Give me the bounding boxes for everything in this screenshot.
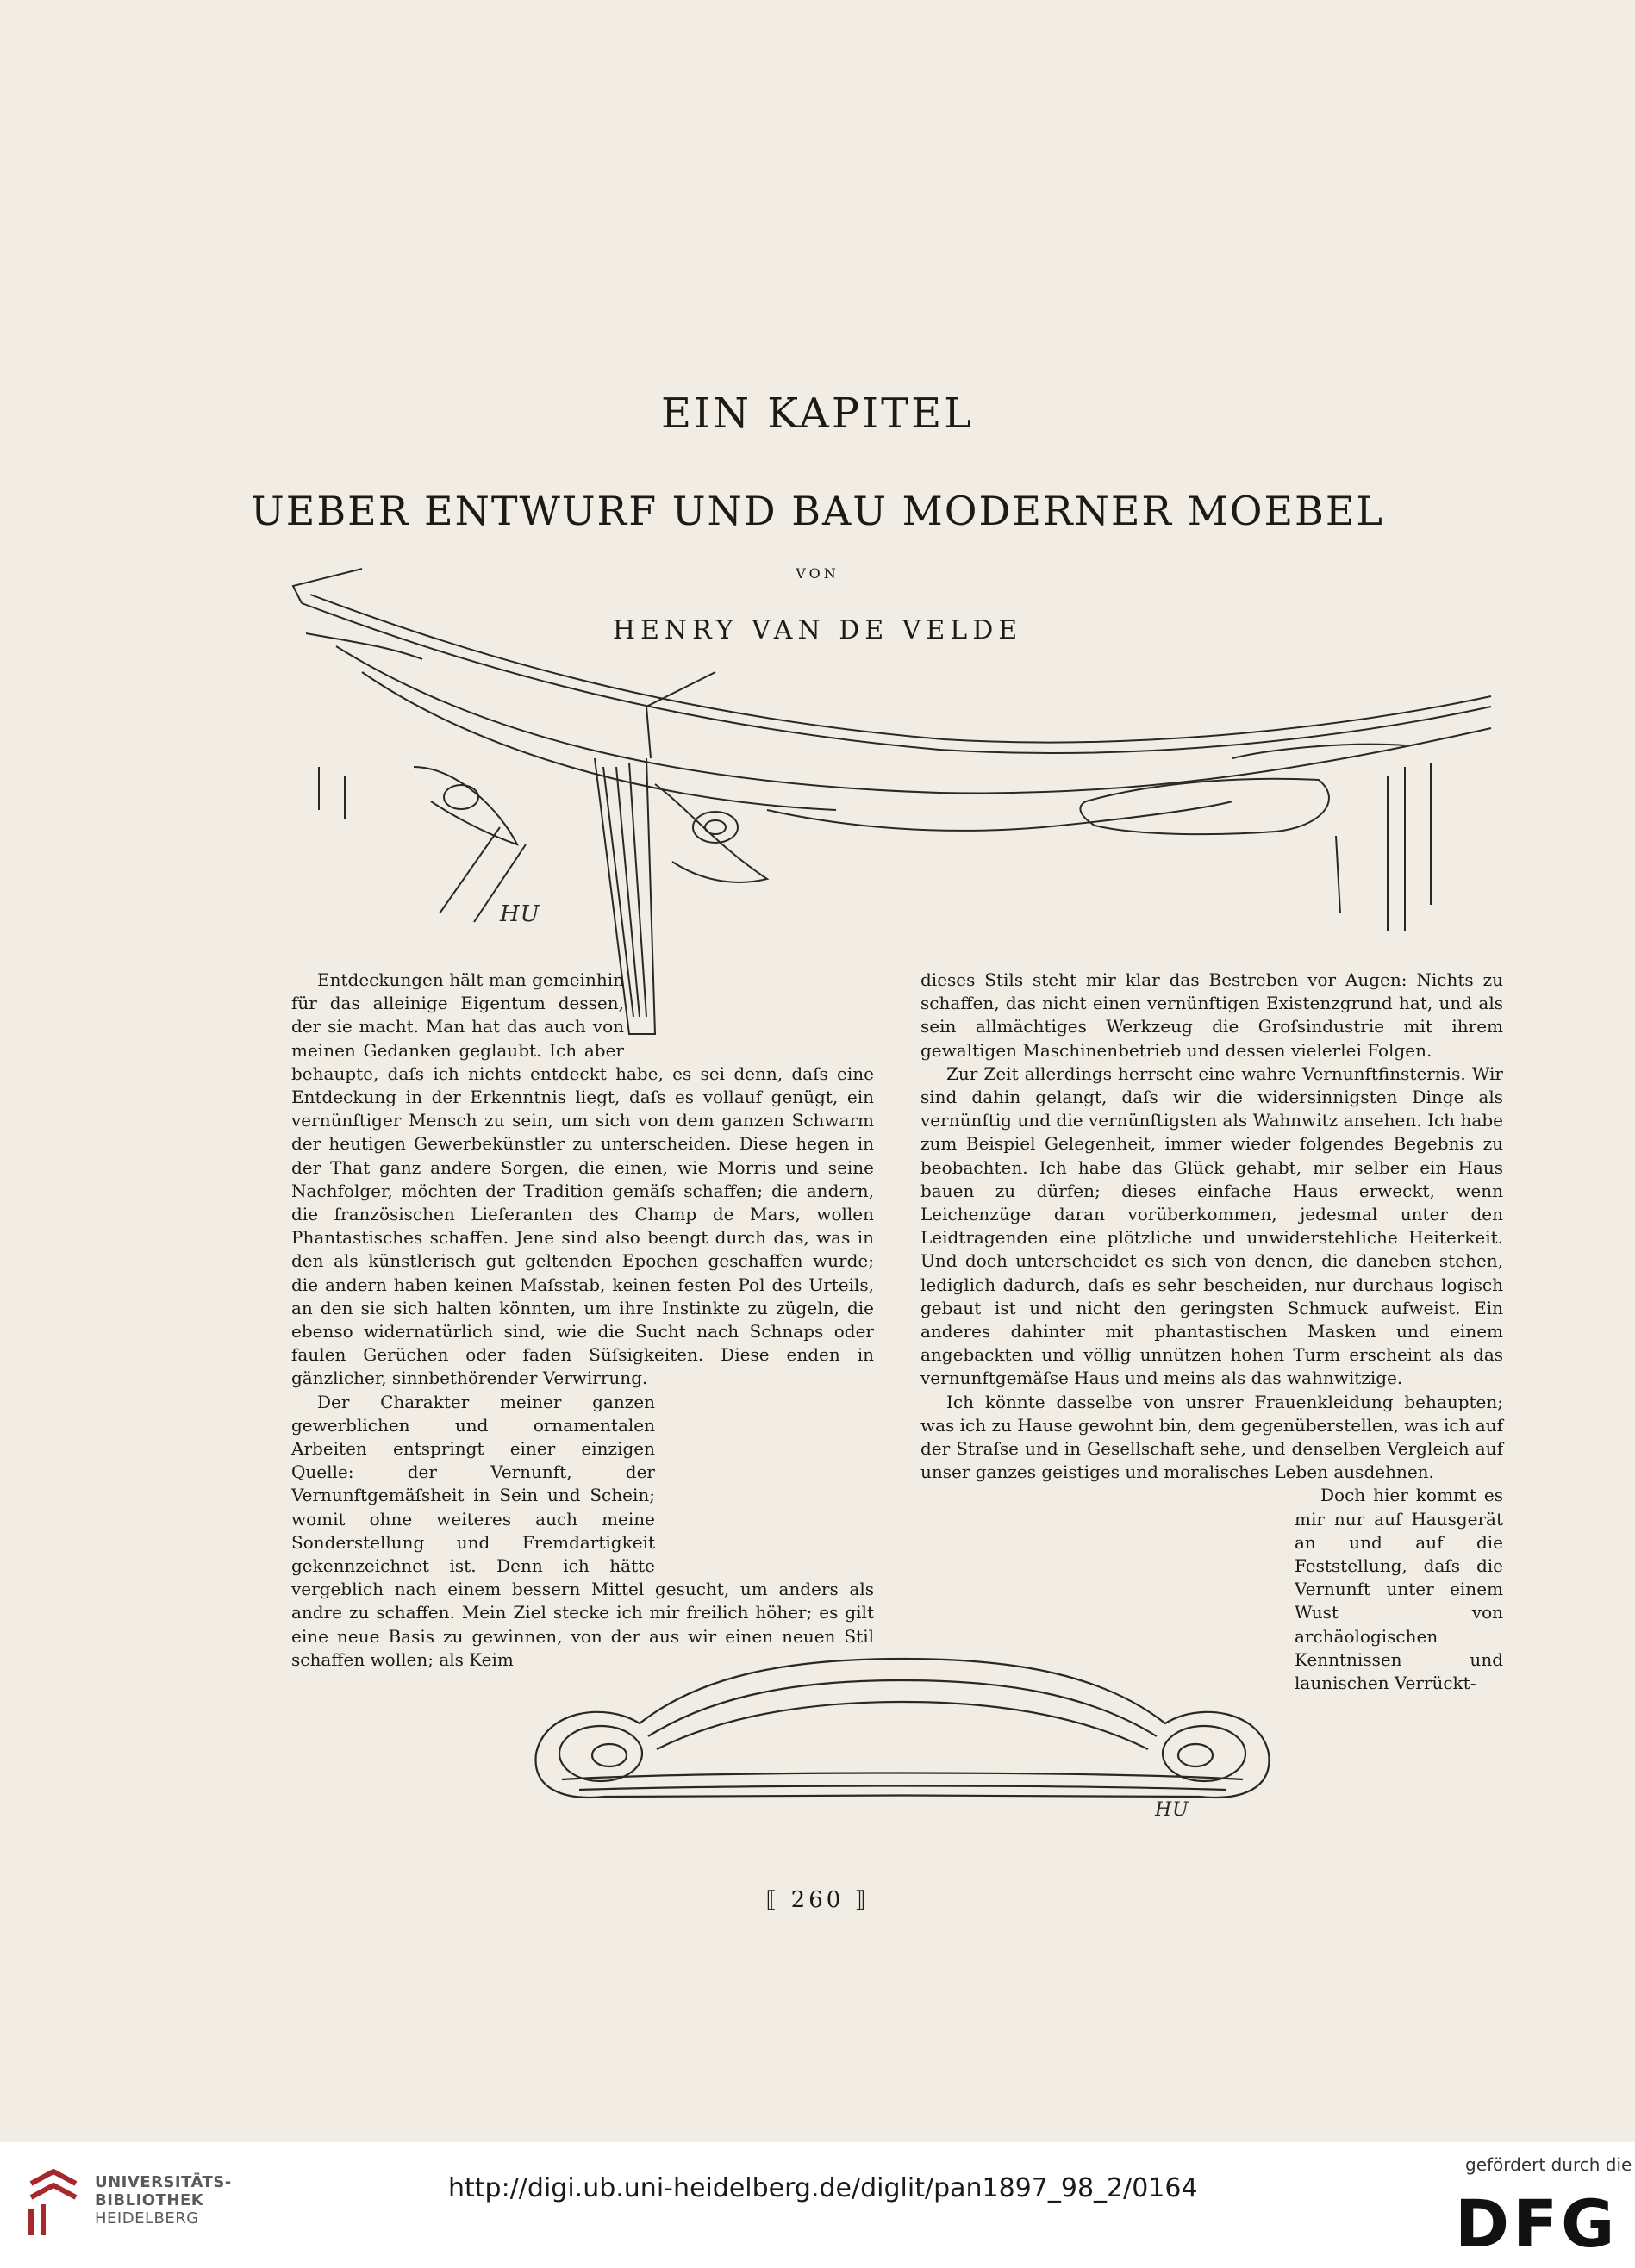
byline-von: VON — [796, 565, 839, 582]
dfg-logo: DFG — [1455, 2185, 1619, 2262]
table-illustration-monogram: HU — [500, 901, 540, 927]
library-name: UNIVERSITÄTS- BIBLIOTHEK HEIDELBERG — [95, 2173, 232, 2228]
byline-author: HENRY VAN DE VELDE — [612, 615, 1023, 645]
right-column-text — [920, 969, 1503, 1695]
article-title-line1: EIN KAPITEL — [660, 389, 975, 438]
university-library-logo-icon — [24, 2166, 84, 2240]
handle-illustration-monogram: HU — [1155, 1799, 1189, 1821]
footer-bar — [0, 2142, 1635, 2268]
right-paragraph-1: dieses Stils steht mir klar das Bestreben vor Augen: Nichts zu schaffen, das nicht einen vernünftigen Existenzgrund hat, und als sein allmächtiges Werkzeug die Groſsindustrie mit ihrem gewaltigen Maschinenbetrieb und dessen vielerlei Folgen. — [920, 969, 1503, 1061]
right-paragraph-3: Ich könnte dasselbe von unsrer Frauenkleidung behaupten; was ich zu Hause gewohnt bin, dem gegenüberstellen, was ich auf der Straſse und in Gesellschaft sehe, und denselben Vergleich auf unser ganzes geistiges und moralisches Leben ausdehnen. — [920, 1391, 1503, 1483]
right-paragraph-2: Zur Zeit allerdings herrscht eine wahre Vernunftfinsternis. Wir sind dahin gelangt, daſs wir die widersinnigsten Dinge als vernünftig und die vernünftigsten als Wahnwitz ansehen. Ich habe zum Beispiel Gelegenheit, immer wieder folgendes Begebnis zu beobachten. Ich habe das Glück gehabt, mir selber ein Haus bauen zu dürfen; dieses einfache Haus erweckt, wenn Leichenzüge daran vorüberkommen, jedesmal unter den Leidtragenden eine plötzliche und unwiderstehliche Heiterkeit. Und doch unterscheidet es sich von denen, die daneben stehen, lediglich dadurch, daſs es sehr bescheiden, nur durchaus logisch gebaut ist und nicht den geringsten Schmuck aufweist. Ein anderes dahinter mit phantastischen Masken und einem angebackten und völlig unnützen hohen Turm erscheint als das vernunftgemäſse Haus und meins als das wahnwitzige. — [920, 1062, 1503, 1389]
sponsor-caption: gefördert durch die — [1465, 2154, 1632, 2175]
right-paragraph-4: Doch hier kommt es mir nur auf Hausgerät an und auf die Feststellung, daſs die Vernunft unter einem Wust von archäologischen Kenntnissen und launischen Verrückt- — [1295, 1485, 1503, 1694]
permalink-url[interactable]: http://digi.ub.uni-heidelberg.de/diglit/pan1897_98_2/0164 — [448, 2173, 1198, 2203]
article-title-line2: UEBER ENTWURF UND BAU MODERNER MOEBEL — [251, 488, 1384, 534]
left-paragraph-1: Entdeckungen hält man gemeinhin für das alleinige Eigentum dessen, der sie macht. Man hat das auch von meinen Gedanken geglaubt. Ich aber behaupte, daſs ich nichts entdeckt habe, es sei denn, daſs eine Entdeckung in der Erkenntnis liegt, daſs es vollauf genügt, ein vernünftiger Mensch zu sein, um sich von dem ganzen Schwarm der heutigen Gewerbekünstler zu unterscheiden. Diese hegen in der That ganz andere Sorgen, die einen, wie Morris und seine Nachfolger, möchten der Tradition gemäſs schaffen; die andern, die französischen Lieferanten des Champ de Mars, wollen Phantastisches schaffen. Jene sind also beengt durch das, was in den als künstlerisch gut geltenden Epochen geschaffen wurde; die andern haben keinen Maſsstab, keinen festen Pol des Urteils, an den sie sich halten könnten, um ihre Instinkte zu zügeln, die ebenso widernatürlich sind, wie die Sucht nach Schnaps oder faulen Gerüchen oder faden Süſsigkeiten. Diese enden in gänzlicher, sinnbethörender Verwirrung. — [291, 969, 874, 1389]
left-paragraph-2: Der Charakter meiner ganzen gewerblichen und ornamentalen Arbeiten entspringt einer einzigen Quelle: der Vernunft, der Vernunftgemäſsheit in Sein und Schein; womit ohne weiteres auch meine Sonderstellung und Fremdartigkeit gekennzeichnet ist. Denn ich hätte vergeblich nach einem bessern Mittel gesucht, um anders als andre zu schaffen. Mein Ziel stecke ich mir freilich höher; es gilt eine neue Basis zu gewinnen, von der aus wir einen neuen Stil schaffen wollen; als Keim — [291, 1391, 874, 1670]
page-number: ⟦ 260 ⟧ — [765, 1887, 870, 1913]
left-column-text — [291, 969, 874, 1672]
table-illustration — [284, 551, 1508, 1000]
handle-illustration — [527, 1642, 1277, 1814]
